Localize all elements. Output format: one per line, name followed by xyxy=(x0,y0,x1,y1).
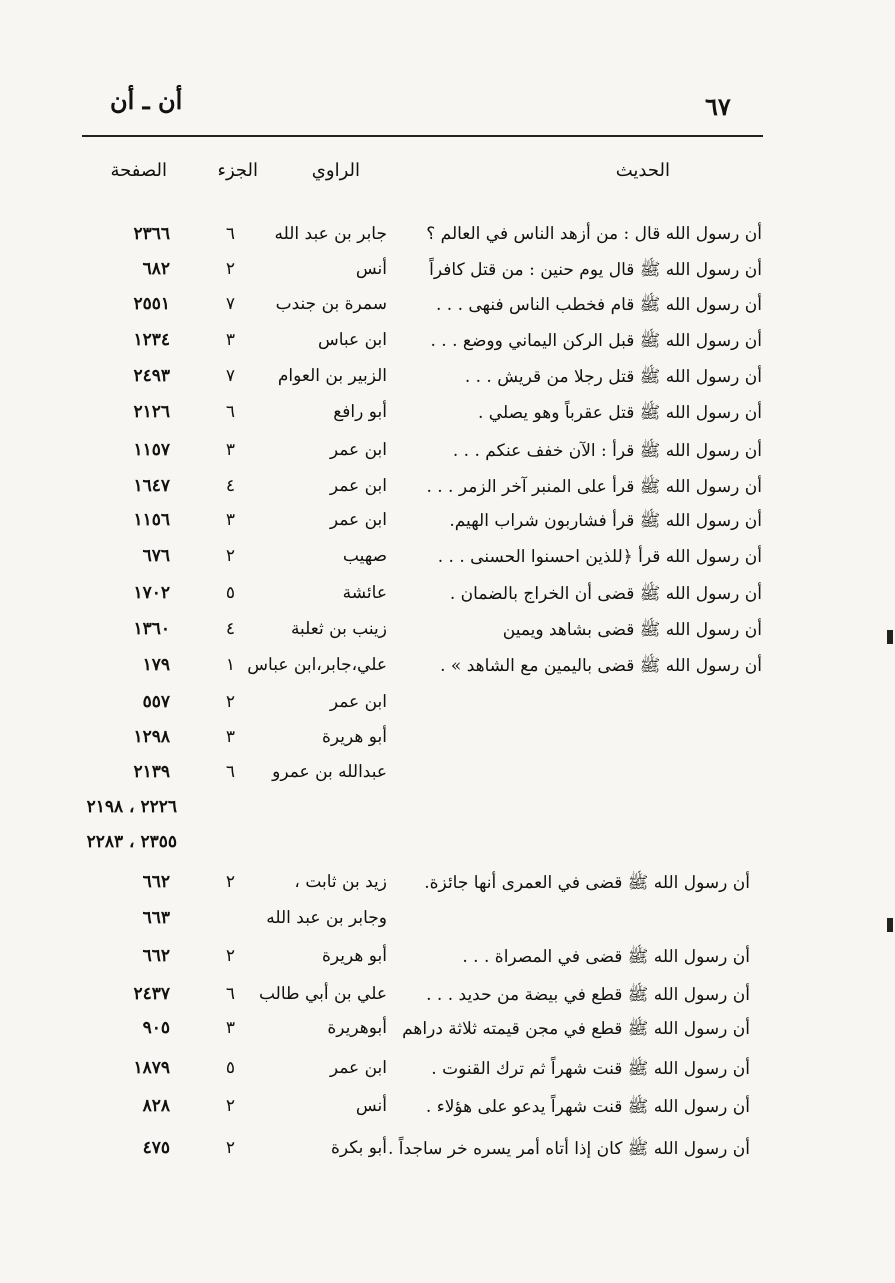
table-row xyxy=(0,510,895,540)
juz-cell: ٢ xyxy=(225,1096,235,1116)
page-cell: ٤٧٥ xyxy=(142,1138,170,1158)
table-row xyxy=(0,1096,895,1126)
rawi-cell: أنس xyxy=(355,259,387,279)
juz-cell: ٤ xyxy=(225,619,235,639)
page-cell: ١١٥٦ xyxy=(133,510,170,530)
rawi-cell: ابن عمر xyxy=(329,440,387,460)
hadith-cell: أن رسول الله ﷺ قنت شهراً ثم ترك القنوت . xyxy=(431,1059,750,1079)
juz-cell: ٣ xyxy=(225,727,235,747)
hadith-cell: أن رسول الله ﷺ قضى باليمين مع الشاهد » . xyxy=(440,656,762,676)
column-header-page: الصفحة xyxy=(110,160,167,181)
juz-cell: ٥ xyxy=(225,583,235,603)
juz-cell: ٦ xyxy=(225,984,235,1004)
juz-cell: ٧ xyxy=(225,366,235,386)
juz-cell: ٢ xyxy=(225,692,235,712)
rawi-cell: ابن عمر xyxy=(329,510,387,530)
hadith-cell: أن رسول الله ﷺ قام فخطب الناس فنهى . . . xyxy=(435,295,762,315)
page-cell: ٢٤٣٧ xyxy=(133,984,170,1004)
juz-cell: ٣ xyxy=(225,1018,235,1038)
hadith-cell: أن رسول الله ﷺ قتل عقرباً وهو يصلي . xyxy=(477,403,762,423)
rawi-cell: زيد بن ثابت ، xyxy=(294,872,387,892)
page-cell: ٥٥٧ xyxy=(142,692,170,712)
rawi-cell: علي بن أبي طالب xyxy=(258,984,387,1004)
table-row xyxy=(0,402,895,432)
table-row xyxy=(0,619,895,649)
table-row xyxy=(0,797,895,827)
page-cell: ٨٢٨ xyxy=(142,1096,170,1116)
rawi-cell: ابن عمر xyxy=(329,1058,387,1078)
table-row xyxy=(0,440,895,470)
juz-cell: ٦ xyxy=(225,224,235,244)
rawi-cell: أبو رافع xyxy=(333,402,387,422)
page-cell: ٢٣٥٥ ، ٢٢٨٣ xyxy=(86,832,177,852)
hadith-cell: أن رسول الله ﷺ قطع في مجن قيمته ثلاثة دراهم xyxy=(402,1019,750,1039)
hadith-cell: أن رسول الله ﷺ قتل رجلا من قريش . . . xyxy=(464,367,762,387)
scan-edge-mark xyxy=(887,918,893,932)
page-cell: ٢١٢٦ xyxy=(133,402,170,422)
page-cell: ٦٦٣ xyxy=(142,908,170,928)
page-cell: ١٨٧٩ xyxy=(133,1058,170,1078)
column-header-juz: الجزء xyxy=(217,160,258,181)
table-row xyxy=(0,294,895,324)
page-cell: ٢١٣٩ xyxy=(133,762,170,782)
hadith-cell: أن رسول الله ﷺ قنت شهراً يدعو على هؤلاء . xyxy=(425,1097,750,1117)
column-header-rawi: الراوي xyxy=(311,160,360,181)
table-row xyxy=(0,984,895,1014)
hadith-cell: أن رسول الله ﷺ قال يوم حنين : من قتل كافراً xyxy=(429,260,762,280)
juz-cell: ٦ xyxy=(225,402,235,422)
page-cell: ١٢٣٤ xyxy=(133,330,170,350)
juz-cell: ٢ xyxy=(225,946,235,966)
page-cell: ٢٤٩٣ xyxy=(133,366,170,386)
table-row xyxy=(0,946,895,976)
juz-cell: ٣ xyxy=(225,330,235,350)
rawi-cell: علي،جابر،ابن عباس xyxy=(247,655,387,675)
juz-cell: ٢ xyxy=(225,259,235,279)
juz-cell: ٧ xyxy=(225,294,235,314)
rawi-cell: ابن عباس xyxy=(317,330,387,350)
rawi-cell: الزبير بن العوام xyxy=(277,366,387,386)
rawi-cell: أبو بكرة xyxy=(330,1138,387,1158)
juz-cell: ٢ xyxy=(225,1138,235,1158)
table-row xyxy=(0,476,895,506)
juz-cell: ٢ xyxy=(225,546,235,566)
rawi-cell: ابن عمر xyxy=(329,476,387,496)
table-row xyxy=(0,908,895,938)
hadith-cell: أن رسول الله ﷺ قرأ على المنبر آخر الزمر . . . xyxy=(426,477,762,497)
page-cell: ١٧٩ xyxy=(142,655,170,675)
rawi-cell: سمرة بن جندب xyxy=(275,294,387,314)
juz-cell: ٢ xyxy=(225,872,235,892)
page-cell: ٦٧٦ xyxy=(142,546,170,566)
table-row xyxy=(0,1138,895,1168)
rawi-cell: جابر بن عبد الله xyxy=(274,224,387,244)
table-row xyxy=(0,832,895,862)
table-row xyxy=(0,762,895,792)
table-row xyxy=(0,583,895,613)
table-row xyxy=(0,727,895,757)
page-cell: ٦٨٢ xyxy=(142,259,170,279)
juz-cell: ٣ xyxy=(225,440,235,460)
juz-cell: ٣ xyxy=(225,510,235,530)
table-row xyxy=(0,224,895,254)
rawi-cell: صهيب xyxy=(342,546,387,566)
table-row xyxy=(0,692,895,722)
page-cell: ١١٥٧ xyxy=(133,440,170,460)
hadith-cell: أن رسول الله ﷺ كان إذا أتاه أمر يسره خر ساجداً . xyxy=(388,1139,750,1159)
hadith-cell: أن رسول الله ﷺ قرأ : الآن خفف عنكم . . . xyxy=(452,441,762,461)
page-cell: ٦٦٢ xyxy=(142,946,170,966)
table-row xyxy=(0,872,895,902)
hadith-cell: أن رسول الله ﷺ قضى في العمرى أنها جائزة. xyxy=(424,873,750,893)
table-row xyxy=(0,655,895,685)
page-cell: ٢٢٢٦ ، ٢١٩٨ xyxy=(86,797,177,817)
hadith-cell: أن رسول الله ﷺ قبل الركن اليماني ووضع . . . xyxy=(430,331,762,351)
table-row xyxy=(0,546,895,576)
hadith-cell: أن رسول الله قال : من أزهد الناس في العالم ؟ xyxy=(426,224,762,244)
rawi-cell: أبو هريرة xyxy=(321,727,387,747)
page-cell: ١٧٠٢ xyxy=(133,583,170,603)
table-row xyxy=(0,259,895,289)
rawi-cell: عبدالله بن عمرو xyxy=(272,762,387,782)
rawi-cell: وجابر بن عبد الله xyxy=(266,908,387,928)
table-row xyxy=(0,1058,895,1088)
scan-edge-mark xyxy=(887,630,893,644)
rawi-cell: ابن عمر xyxy=(329,692,387,712)
page-cell: ٢٣٦٦ xyxy=(133,224,170,244)
juz-cell: ٥ xyxy=(225,1058,235,1078)
hadith-cell: أن رسول الله قرأ ﴿للذين احسنوا الحسنى . . . xyxy=(437,547,762,567)
juz-cell: ٦ xyxy=(225,762,235,782)
rawi-cell: أنس xyxy=(355,1096,387,1116)
table-row xyxy=(0,330,895,360)
column-header-hadith: الحديث xyxy=(615,160,670,181)
rawi-cell: عائشة xyxy=(342,583,387,603)
page-cell: ١٦٤٧ xyxy=(133,476,170,496)
hadith-cell: أن رسول الله ﷺ قضى بشاهد ويمين xyxy=(502,620,762,640)
rawi-cell: أبوهريرة xyxy=(327,1018,387,1038)
hadith-cell: أن رسول الله ﷺ قرأ فشاربون شراب الهيم. xyxy=(449,511,762,531)
page-cell: ٩٠٥ xyxy=(142,1018,170,1038)
page-cell: ٢٥٥١ xyxy=(133,294,170,314)
page-number: ٦٧ xyxy=(705,92,731,121)
juz-cell: ١ xyxy=(225,655,235,675)
rawi-cell: أبو هريرة xyxy=(321,946,387,966)
page-cell: ١٣٦٠ xyxy=(133,619,170,639)
page-cell: ١٢٩٨ xyxy=(133,727,170,747)
page-cell: ٦٦٢ xyxy=(142,872,170,892)
hadith-cell: أن رسول الله ﷺ قضى أن الخراج بالضمان . xyxy=(449,584,762,604)
section-letters: أن ـ أن xyxy=(110,86,183,115)
hadith-cell: أن رسول الله ﷺ قضى في المصراة . . . xyxy=(462,947,750,967)
rawi-cell: زينب بن ثعلبة xyxy=(290,619,387,639)
table-row xyxy=(0,1018,895,1048)
hadith-cell: أن رسول الله ﷺ قطع في بيضة من حديد . . . xyxy=(426,985,750,1005)
table-row xyxy=(0,366,895,396)
juz-cell: ٤ xyxy=(225,476,235,496)
